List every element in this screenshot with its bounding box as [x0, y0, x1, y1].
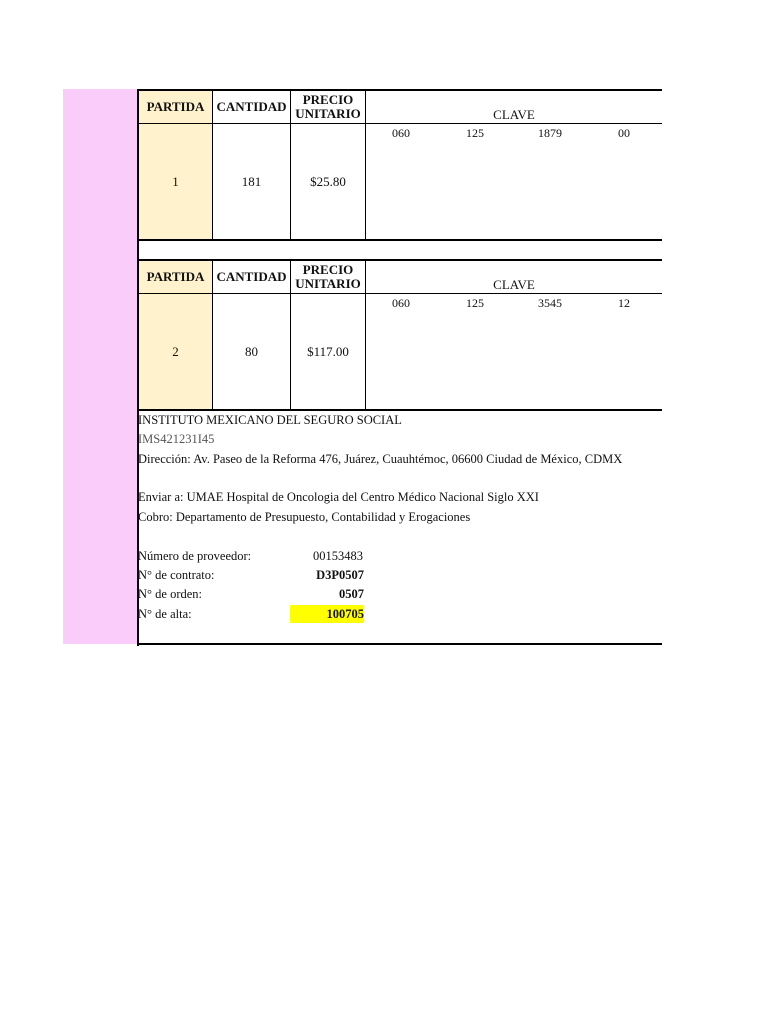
header-precio-unitario: PRECIO UNITARIO [295, 92, 361, 121]
header-cantidad: CANTIDAD [216, 99, 287, 114]
header-clave: CLAVE [493, 276, 535, 292]
clave-part-1: 060 [392, 296, 410, 310]
supplier-number-label: Número de proveedor: [138, 549, 252, 563]
cell-precio: $117.00 [307, 343, 349, 359]
header-clave: CLAVE [493, 106, 535, 122]
order-number-value: 0507 [339, 587, 364, 601]
pink-margin-column [63, 89, 137, 644]
order-number-label: N° de orden: [138, 587, 203, 601]
clave-part-3: 3545 [538, 296, 562, 310]
institution-rfc: IMS421231I45 [138, 432, 215, 446]
cell-cantidad: 80 [245, 343, 258, 359]
cell-partida: 2 [139, 294, 212, 409]
clave-part-3: 1879 [538, 126, 562, 140]
clave-part-1: 060 [392, 126, 410, 140]
header-cantidad: CANTIDAD [216, 269, 287, 284]
alta-number-value: 100705 [290, 605, 364, 623]
clave-part-2: 125 [466, 296, 484, 310]
institution-name: INSTITUTO MEXICANO DEL SEGURO SOCIAL [138, 413, 402, 427]
cell-partida: 1 [139, 124, 212, 239]
billing-department: Cobro: Departamento de Presupuesto, Contabilidad y Erogaciones [138, 510, 471, 524]
cell-cantidad: 181 [241, 173, 262, 189]
supplier-number-value: 00153483 [313, 549, 363, 563]
header-partida: PARTIDA [139, 91, 212, 123]
header-partida: PARTIDA [139, 261, 212, 293]
clave-part-2: 125 [466, 126, 484, 140]
alta-number-label: N° de alta: [138, 607, 192, 621]
contract-number-label: N° de contrato: [138, 568, 215, 582]
header-precio-unitario: PRECIO UNITARIO [295, 262, 361, 291]
contract-number-value: D3P0507 [316, 568, 364, 582]
clave-part-4: 00 [618, 126, 630, 140]
ship-to: Enviar a: UMAE Hospital de Oncologia del Centro Médico Nacional Siglo XXI [138, 490, 539, 504]
cell-precio: $25.80 [310, 173, 346, 189]
institution-address: Dirección: Av. Paseo de la Reforma 476, Juárez, Cuauhtémoc, 06600 Ciudad de México, CDMX [138, 452, 623, 466]
clave-part-4: 12 [618, 296, 630, 310]
